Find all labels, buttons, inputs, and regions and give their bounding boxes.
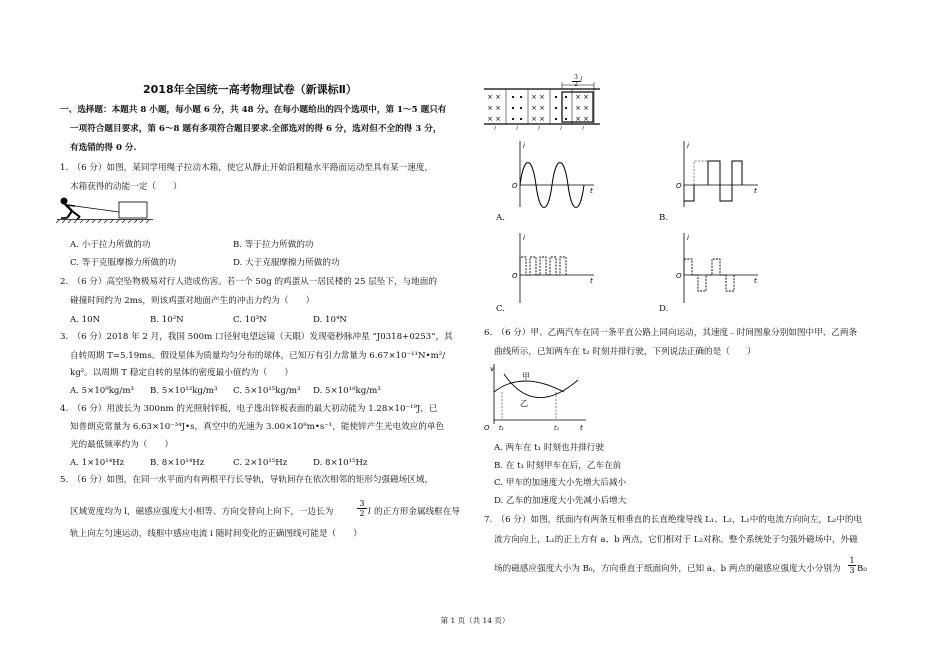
origin: O [484,424,490,432]
svg-text:l: l [494,126,496,132]
question-text: 7. （6 分）如图，纸面内有两条互相垂直的长直绝缘导线 L₁、L₂，L₁中的电流方向向左，L₂中的电 [484,515,863,525]
section-line: 有选错的得 0 分. [70,143,137,153]
fraction-numerator: 3 [357,499,367,509]
axis-t: t [590,187,593,195]
option-b: B. 8×10¹⁴Hz [150,458,205,468]
svg-text:×: × [487,115,493,123]
question-text: 1. （6 分）如图，某同学用绳子拉动木箱，使它从静止开始沿粗糙水平路面运动至具有某一速度， [60,163,434,173]
svg-text:×: × [575,115,581,123]
page-footer: 第 1 页（共 14 页） [440,616,510,625]
axis-t: t [754,187,757,195]
option-c: C. 甲车的加速度大小先增大后减小 [494,478,627,488]
svg-text:×: × [575,93,581,101]
svg-text:×: × [531,104,537,112]
svg-text:×: × [531,115,537,123]
question-text: 木箱获得的动能一定（ ） [70,182,182,192]
velocity-time-graph [482,362,588,434]
option-b: B. 5×10¹²kg/m³ [150,386,218,396]
question-text: 曲线所示，已知两车在 t₂ 时刻并排行驶，下列说法正确的是（ ） [494,347,756,357]
option-d: D. 5×10¹⁸kg/m³ [313,386,381,396]
graph-d-pulses [672,233,762,305]
fraction-3-2 [357,499,367,518]
svg-text:l: l [538,126,540,132]
magnetic-regions-svg [484,82,604,134]
svg-text:×: × [583,93,589,101]
axis-v: v [490,365,495,373]
question-text: 碰撞时间约为 2ms，则该鸡蛋对地面产生的冲击力约为（ ） [70,296,315,306]
svg-text:×: × [495,93,501,101]
paper-title: 2018年全国统一高考物理试卷（新课标Ⅱ） [143,83,357,96]
svg-text:×: × [487,104,493,112]
option-c: C. 5×10¹⁵kg/m³ [233,386,301,396]
fraction-variable: l [368,507,371,517]
question-text: 6. （6 分）甲、乙两汽车在同一条平直公路上同向运动，其速度﹣时间图象分别如图中甲、乙两条 [484,328,858,338]
question-text: 知普朗克常量为 6.63×10⁻³⁴J•s，真空中的光速为 3.00×10⁸m•s⁻¹，能使锌产生光电效应的单色 [70,422,445,432]
boy-pulling-box-figure [55,196,155,224]
option-c: C. 等于克服摩擦力所做的功 [70,258,177,268]
question-text: 轨上向左匀速运动，线框中感应电流 i 随时间变化的正确图线可能是（ ） [70,529,362,539]
curve-label-yi: 乙 [520,399,528,408]
axis-i: i [687,234,689,242]
question-text: 区域宽度均为 l，磁感应强度大小相等、方向交替向上向下，一边长为 [70,507,334,517]
option-d: D. 10⁴N [313,315,347,325]
question-text: 2. （6 分）高空坠物极易对行人造成伤害。若一个 50g 的鸡蛋从一居民楼的 25 层坠下，与地面的 [60,277,437,287]
option-b: B. 等于拉力所做的功 [233,240,314,250]
option-d: D. 大于克服摩擦力所做的功 [233,258,340,268]
option-b: B. 在 t₁ 时刻甲车在后，乙车在前 [494,461,622,471]
svg-text:×: × [539,115,545,123]
option-a: A. 两车在 t₁ 时刻也并排行驶 [494,443,604,453]
option-c: C. 2×10¹⁵Hz [233,458,288,468]
svg-text:l: l [560,126,562,132]
graph-b-square [672,141,762,209]
svg-text:×: × [495,104,501,112]
graph-a-sine [508,141,598,209]
fraction-denominator: 2 [574,81,578,88]
option-b: B. 10²N [150,315,184,325]
origin: O [676,182,682,190]
axis-i: i [687,142,689,150]
origin: O [676,272,682,280]
option-a: A. 5×10⁹kg/m³ [70,386,134,396]
t1-label: t₁ [499,425,504,432]
graph-c-pulses [508,233,598,305]
fraction-numerator: 3 [572,75,580,82]
question-text: 场的磁感应强度大小为 B₀，方向垂直于纸面向外，已知 a、b 两点的磁感应强度大小分别为 [494,564,841,574]
top-l-label: l [580,76,583,84]
option-a: A. 小于拉力所做的功 [70,240,151,250]
option-a: A. 10N [70,315,101,325]
question-text: 的正方形金属线框在导 [374,507,460,517]
origin: O [512,272,518,280]
axis-t: t [580,424,583,432]
axis-t: t [590,277,593,285]
fraction-1-3 [848,556,856,575]
section-line: 一项符合题目要求，第 6～8 题有多项符合题目要求.全部选对的得 6 分，选对但不全的得 3 分， [70,124,442,134]
origin: O [512,182,518,190]
option-d: D. 乙车的加速度大小先减小后增大 [494,496,627,506]
graph-label-b: B. [659,213,669,223]
svg-text:×: × [487,93,493,101]
svg-text:×: × [575,104,581,112]
question-text: 流方向向上，L₁的正上方有 a、b 两点，它们相对于 L₂对称。整个系统处于匀强外磁场中，外磁 [494,535,858,545]
question-text: 自转周期 T=5.19ms。假设星体为质量均匀分布的球体，已知万有引力常量为 6.67×10⁻¹¹N•m²/ [70,351,446,361]
option-d: D. 8×10¹⁵Hz [313,458,368,468]
fraction-numerator: 1 [849,556,855,565]
axis-i: i [523,234,525,242]
graph-label-d: D. [659,304,669,314]
section-line: 一、选择题：本题共 8 小题，每小题 6 分，共 48 分。在每小题给出的四个选项中，第 1～5 题只有 [60,105,447,115]
curve-label-jia: 甲 [522,372,530,381]
question-text: 3. （6 分）2018 年 2 月，我国 500m 口径射电望远镜（天眼）发现毫秒脉冲星 “J0318+0253”，其 [60,332,453,342]
graph-label-c: C. [496,304,506,314]
option-c: C. 10³N [233,315,267,325]
svg-text:l: l [582,126,584,132]
graph-label-a: A. [496,213,505,223]
svg-text:×: × [539,104,545,112]
axis-i: i [523,142,525,150]
question-text: 4. （6 分）用波长为 300nm 的光照射锌板，电子逸出锌板表面的最大初动能为 1.28×10⁻¹⁹J，已 [60,404,438,414]
question-text: kg²。以周期 T 稳定自转的星体的密度最小值约为（ ） [70,368,294,378]
t2-label: t₂ [554,425,559,432]
question-text: 5. （6 分）如图，在同一水平面内有两根平行长导轨，导轨间存在依次相邻的矩形匀强磁场区域， [60,475,434,485]
fraction-denominator: 2 [359,509,365,518]
fraction-denominator: 3 [849,566,855,575]
b0-symbol: B₀ [857,564,867,574]
svg-text:×: × [531,93,537,101]
axis-t: t [754,277,757,285]
svg-text:×: × [583,104,589,112]
svg-text:×: × [539,93,545,101]
question-text: 光的最低频率约为（ ） [70,440,174,450]
svg-text:×: × [583,115,589,123]
svg-text:l: l [516,126,518,132]
svg-text:×: × [495,115,501,123]
option-a: A. 1×10¹⁴Hz [70,458,125,468]
